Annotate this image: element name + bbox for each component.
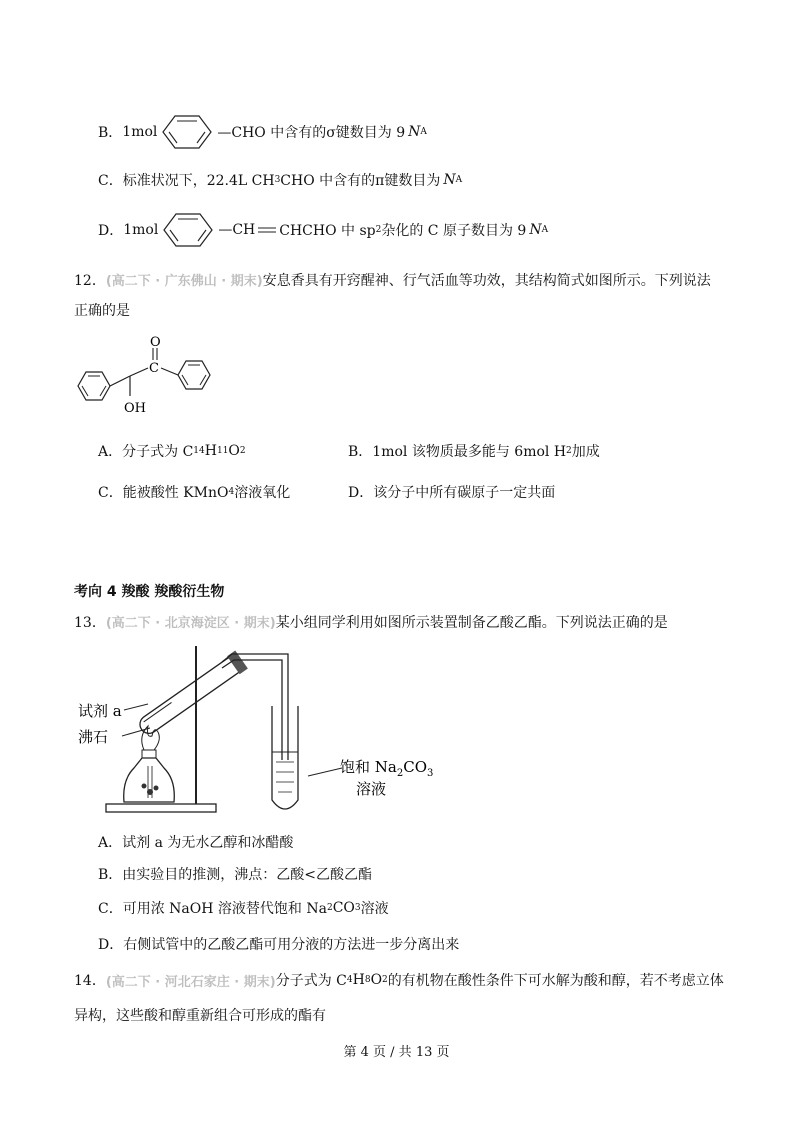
- reagent-a-label: 试剂 a: [78, 702, 122, 720]
- section-heading: 考向 4 羧酸 羧酸衍生物: [74, 584, 225, 600]
- question-14-stem-line2: 异构，这些酸和醇重新组合可形成的酯有: [74, 1008, 326, 1024]
- question-13-stem: 13．(高二下 · 北京海淀区 · 期末)某小组同学利用如图所示装置制备乙酸乙酯。下列说法正确的是: [74, 615, 668, 631]
- option-12-c: C． 能被酸性 KMnO 4 溶液氧化: [98, 485, 291, 501]
- solution-label: 溶液: [356, 780, 387, 798]
- na2co3-label: 饱和 $Na_2CO_3$: [340, 758, 434, 779]
- option-11-b: B． 1mol —CHO 中含有的σ键数目为 9 N A: [98, 114, 427, 150]
- question-14-stem: 14． (高二下 · 河北石家庄 · 期末) 分子式为 C 4 H 8 O 2 的有机物在酸性条件下可水解为酸和醇，若不考虑立体: [74, 972, 724, 990]
- boiling-stone-label: 沸石: [78, 728, 109, 746]
- option-12-a: A． 分子式为 C 14 H 11 O 2: [98, 443, 246, 460]
- option-11-d: D． 1mol —CH CHCHO 中 sp 2 杂化的 C 原子数目为 9 N A: [98, 212, 548, 248]
- option-13-d: D．右侧试管中的乙酸乙酯可用分液的方法进一步分离出来: [98, 937, 460, 953]
- source-tag: (高二下 · 广东佛山 · 期末): [105, 274, 263, 289]
- source-tag: (高二下 · 北京海淀区 · 期末): [105, 616, 276, 631]
- carbon-label: C: [149, 361, 159, 376]
- benzoin-structure: [70, 330, 230, 425]
- option-13-a: A．试剂 a 为无水乙醇和冰醋酸: [98, 835, 294, 851]
- oxygen-label: O: [150, 335, 161, 350]
- benzene-ring-icon: [161, 114, 217, 150]
- double-bond-icon: [257, 225, 277, 235]
- benzene-ring-icon: [162, 212, 218, 248]
- hydroxyl-label: OH: [124, 401, 146, 416]
- option-13-b: B．由实验目的推测，沸点：乙酸<乙酸乙酯: [98, 867, 373, 883]
- question-12-stem-line2: 正确的是: [74, 303, 130, 319]
- option-12-b: B． 1mol 该物质最多能与 6mol H 2 加成: [348, 444, 600, 460]
- source-tag: (高二下 · 河北石家庄 · 期末): [105, 974, 276, 990]
- question-12-stem: 12．(高二下 · 广东佛山 · 期末)安息香具有开窍醒神、行气活血等功效，其结构简式如图所示。下列说法: [74, 273, 711, 289]
- option-12-d: D． 该分子中所有碳原子一定共面: [348, 485, 556, 501]
- page-footer: 第 4 页 / 共 13 页: [343, 1045, 450, 1060]
- option-13-c: C． 可用浓 NaOH 溶液替代饱和 Na 2 CO 3 溶液: [98, 900, 389, 917]
- ester-apparatus-diagram: [72, 640, 452, 820]
- option-11-c: C． 标准状况下，22.4L CH 3 CHO 中含有的π键数目为 N A: [98, 172, 463, 189]
